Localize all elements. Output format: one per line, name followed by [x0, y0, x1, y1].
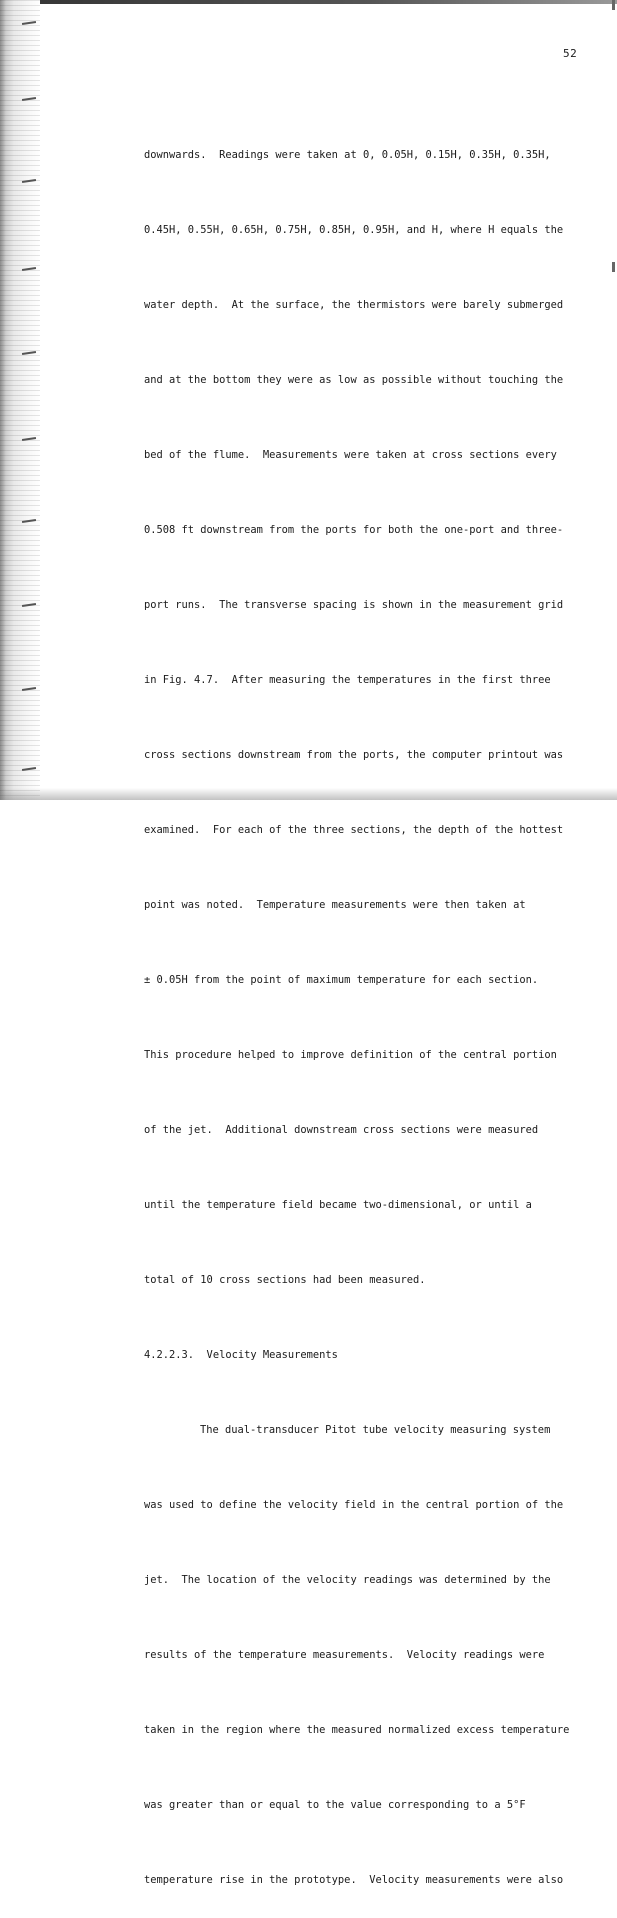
binding-mark — [22, 97, 36, 101]
text-line: examined. For each of the three sections, the depth of the hottest — [144, 824, 564, 836]
text-line: This procedure helped to improve definition of the central portion — [144, 1049, 557, 1061]
page-number: 52 — [563, 47, 578, 60]
scan-right-tick — [612, 0, 615, 10]
text-line: The dual-transducer Pitot tube velocity measuring system — [200, 1424, 551, 1436]
text-line: point was noted. Temperature measurements were then taken at — [144, 899, 526, 911]
binding-mark — [22, 687, 36, 691]
text-line: port runs. The transverse spacing is shown in the measurement grid — [144, 599, 564, 611]
text-line: of the jet. Additional downstream cross sections were measured — [144, 1124, 539, 1136]
binding-mark — [22, 437, 36, 441]
text-line: bed of the flume. Measurements were taken at cross sections every — [144, 449, 557, 461]
text-line: water depth. At the surface, the thermistors were barely submerged — [144, 299, 564, 311]
scan-left-edge — [0, 0, 40, 800]
binding-mark — [22, 179, 36, 183]
text-line: 0.45H, 0.55H, 0.65H, 0.75H, 0.85H, 0.95H, and H, where H equals the — [144, 224, 564, 236]
text-line: was used to define the velocity field in the central portion of the — [144, 1499, 564, 1511]
scan-top-edge — [0, 0, 617, 4]
binding-mark — [22, 21, 36, 25]
text-line: jet. The location of the velocity readings was determined by the — [144, 1574, 551, 1586]
page-body — [144, 93, 570, 1918]
binding-mark — [22, 519, 36, 523]
binding-mark — [22, 267, 36, 271]
text-line: and at the bottom they were as low as possible without touching the — [144, 374, 564, 386]
section-heading: 4.2.2.3. Velocity Measurements — [144, 1349, 338, 1361]
text-line: temperature rise in the prototype. Velocity measurements were also — [144, 1874, 564, 1886]
text-line: taken in the region where the measured normalized excess temperature — [144, 1724, 570, 1736]
text-line: 0.508 ft downstream from the ports for both the one-port and three- — [144, 524, 564, 536]
text-line: results of the temperature measurements. Velocity readings were — [144, 1649, 545, 1661]
text-line: until the temperature field became two-dimensional, or until a — [144, 1199, 532, 1211]
text-line: ± 0.05H from the point of maximum temperature for each section. — [144, 974, 539, 986]
text-line: downwards. Readings were taken at 0, 0.05H, 0.15H, 0.35H, 0.35H, — [144, 149, 551, 161]
binding-mark — [22, 603, 36, 607]
binding-mark — [22, 351, 36, 355]
scan-right-tick — [612, 262, 615, 272]
binding-mark — [22, 767, 36, 771]
text-line: was greater than or equal to the value corresponding to a 5°F — [144, 1799, 526, 1811]
text-line: in Fig. 4.7. After measuring the temperatures in the first three — [144, 674, 551, 686]
text-line: total of 10 cross sections had been measured. — [144, 1274, 426, 1286]
text-line: cross sections downstream from the ports, the computer printout was — [144, 749, 564, 761]
